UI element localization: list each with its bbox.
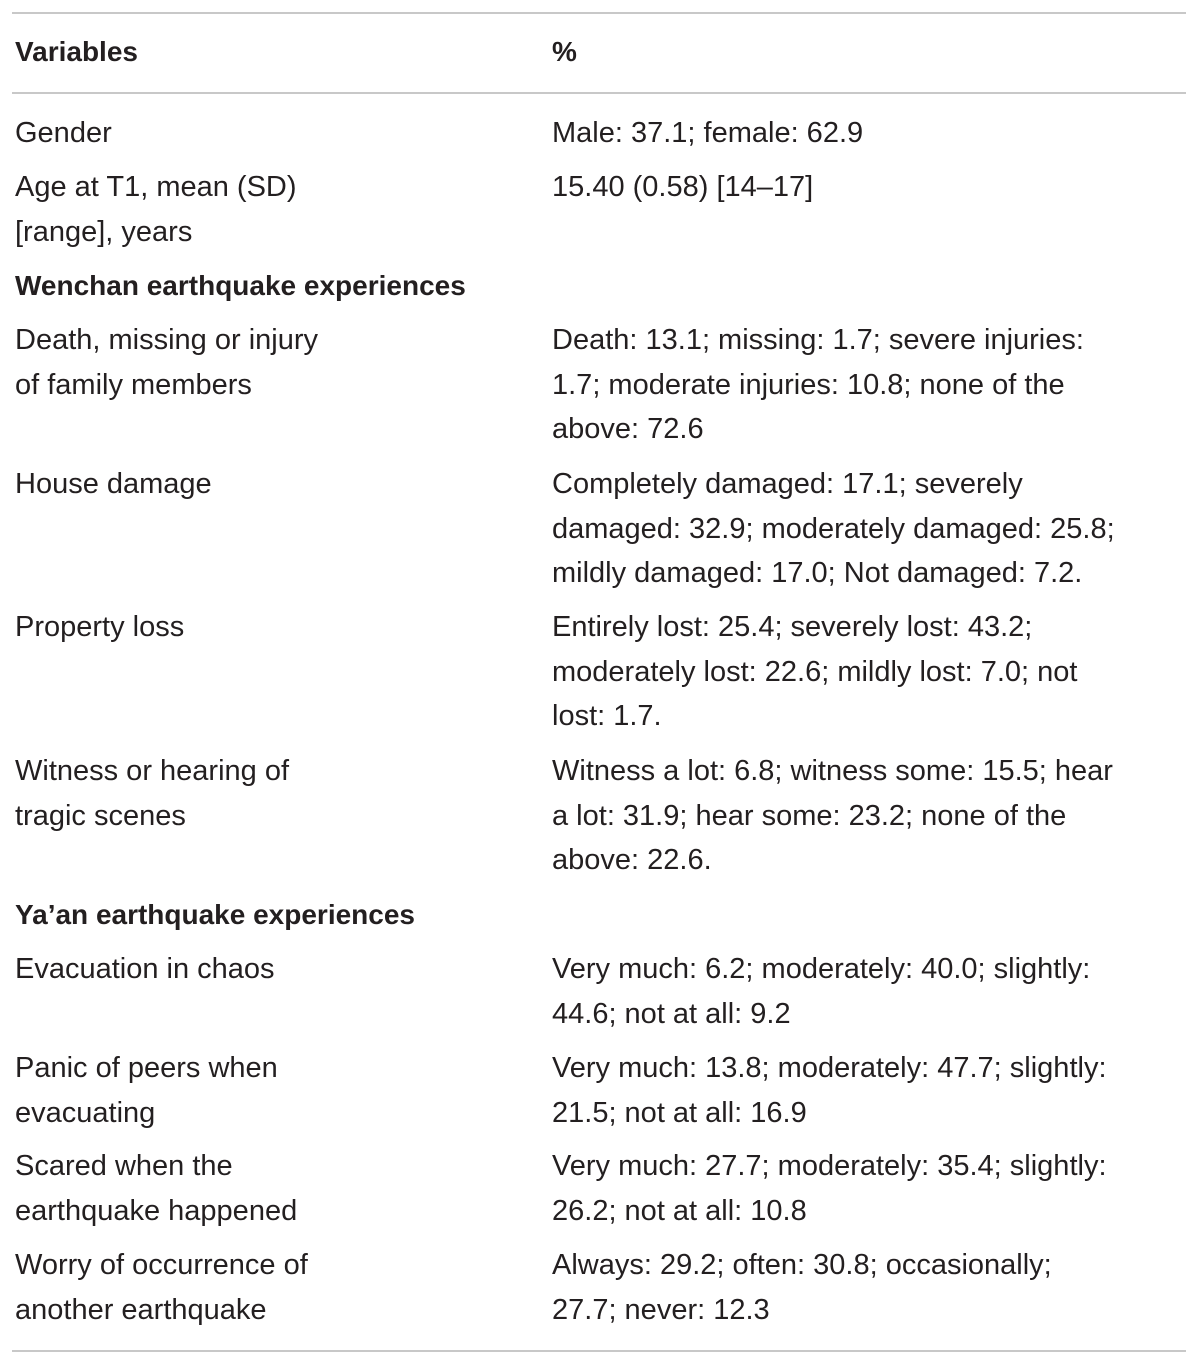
variable-cell: Property loss [15,611,185,643]
section-title-wenchan: Wenchan earthquake experiences [15,270,466,301]
value-cell: Very much: 27.7; moderately: 35.4; slightly: 26.2; not at all: 10.8 [552,1150,1107,1227]
value-cell: 15.40 (0.58) [14–17] [552,171,814,203]
section-title-yaan: Ya’an earthquake experiences [15,899,415,930]
header-rule [12,92,1186,94]
variable-cell: Gender [15,117,112,149]
value-cell: Very much: 13.8; moderately: 47.7; slightly: 21.5; not at all: 16.9 [552,1052,1107,1129]
table-bottom-rule [12,1350,1186,1352]
column-header-variables: Variables [15,36,138,67]
value-cell: Entirely lost: 25.4; severely lost: 43.2; moderately lost: 22.6; mildly lost: 7.0; not lost: 1.7. [552,611,1078,733]
table-top-rule [12,12,1186,14]
value-cell: Always: 29.2; often: 30.8; occasionally; 27.7; never: 12.3 [552,1249,1052,1326]
variable-cell: Scared when the earthquake happened [15,1150,298,1227]
value-cell: Completely damaged: 17.1; severely damaged: 32.9; moderately damaged: 25.8; mildly damaged: 17.0; Not damaged: 7.2. [552,468,1115,590]
value-cell: Very much: 6.2; moderately: 40.0; slightly: 44.6; not at all: 9.2 [552,953,1091,1030]
column-header-percent: % [552,36,577,67]
variable-cell: House damage [15,468,212,500]
variable-cell: Age at T1, mean (SD) [range], years [15,171,297,248]
value-cell: Male: 37.1; female: 62.9 [552,117,864,149]
variable-cell: Worry of occurrence of another earthquake [15,1249,308,1326]
value-cell: Witness a lot: 6.8; witness some: 15.5; hear a lot: 31.9; hear some: 23.2; none of the above: 22.6. [552,755,1113,877]
variable-cell: Death, missing or injury of family members [15,324,318,401]
variable-cell: Panic of peers when evacuating [15,1052,278,1129]
variable-cell: Evacuation in chaos [15,953,275,985]
value-cell: Death: 13.1; missing: 1.7; severe injuries: 1.7; moderate injuries: 10.8; none of the above: 72.6 [552,324,1084,446]
variable-cell: Witness or hearing of tragic scenes [15,755,290,832]
